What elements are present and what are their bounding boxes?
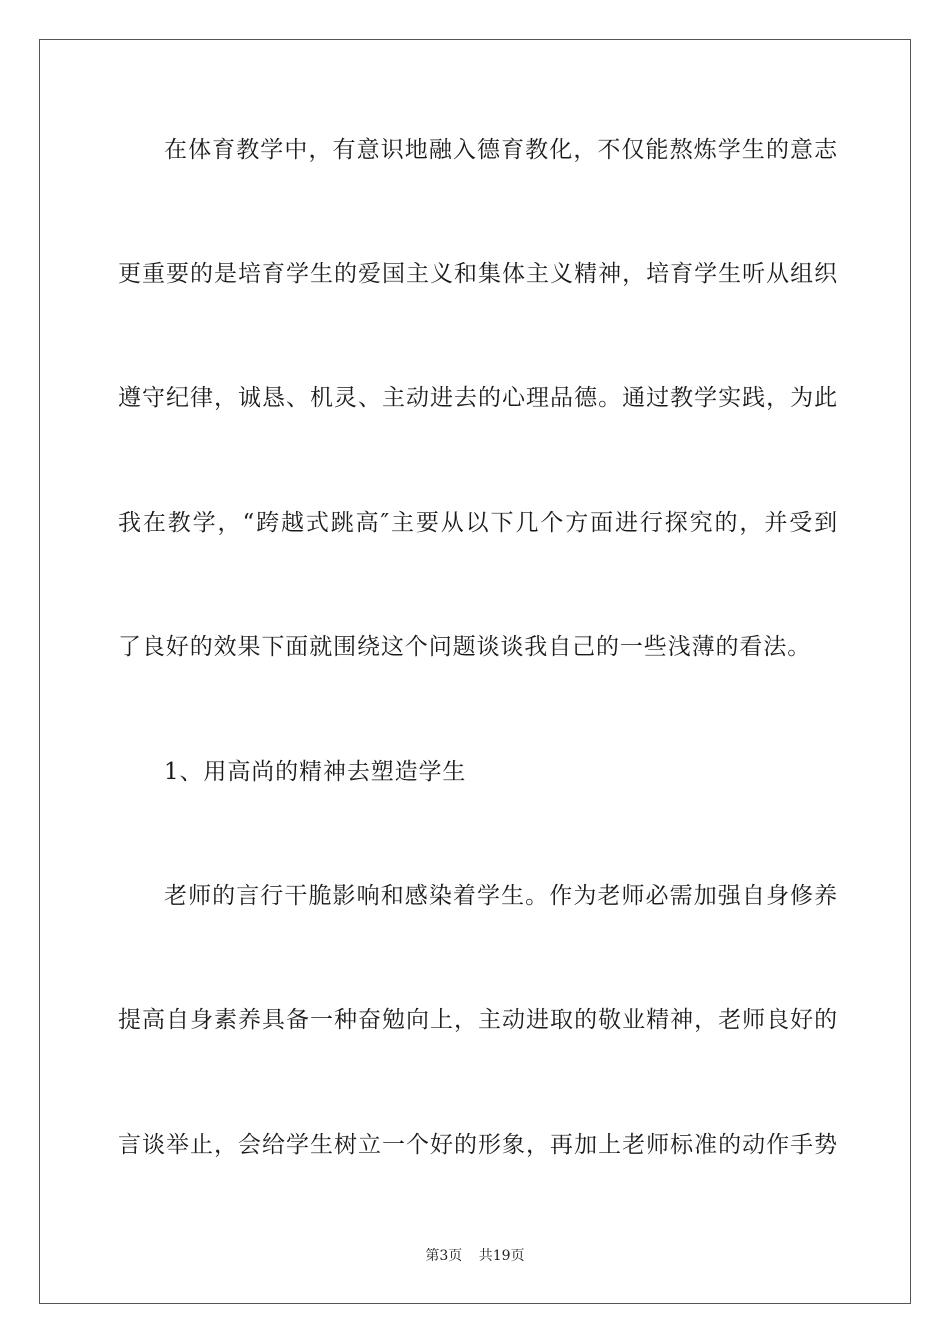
paragraph-line: 遵守纪律，诚恳、机灵、主动进去的心理品德。通过教学实践，为此 [118,385,838,411]
paragraph-line: 提高自身素养具备一种奋勉向上，主动进取的敬业精神，老师良好的 [118,1007,838,1033]
paragraph-line: 更重要的是培育学生的爱国主义和集体主义精神，培育学生听从组织 [118,261,838,287]
paragraph-line: 言谈举止，会给学生树立一个好的形象，再加上老师标准的动作手势 [118,1132,838,1158]
page-footer [0,1246,950,1266]
paragraph-line: 老师的言行干脆影响和感染着学生。作为老师必需加强自身修养 [164,883,838,909]
paragraph-line: 我在教学，“跨越式跳高″主要从以下几个方面进行探究的，并受到 [118,510,838,536]
page-border [39,39,911,1304]
paragraph-line: 了良好的效果下面就围绕这个问题谈谈我自己的一些浅薄的看法。 [118,634,812,660]
page-number: 第3页 [425,1248,463,1264]
paragraph-line: 在体育教学中，有意识地融入德育教化，不仅能熬炼学生的意志 [164,137,838,163]
section-heading: 1、用高尚的精神去塑造学生 [164,759,467,785]
total-pages: 共19页 [478,1248,525,1264]
